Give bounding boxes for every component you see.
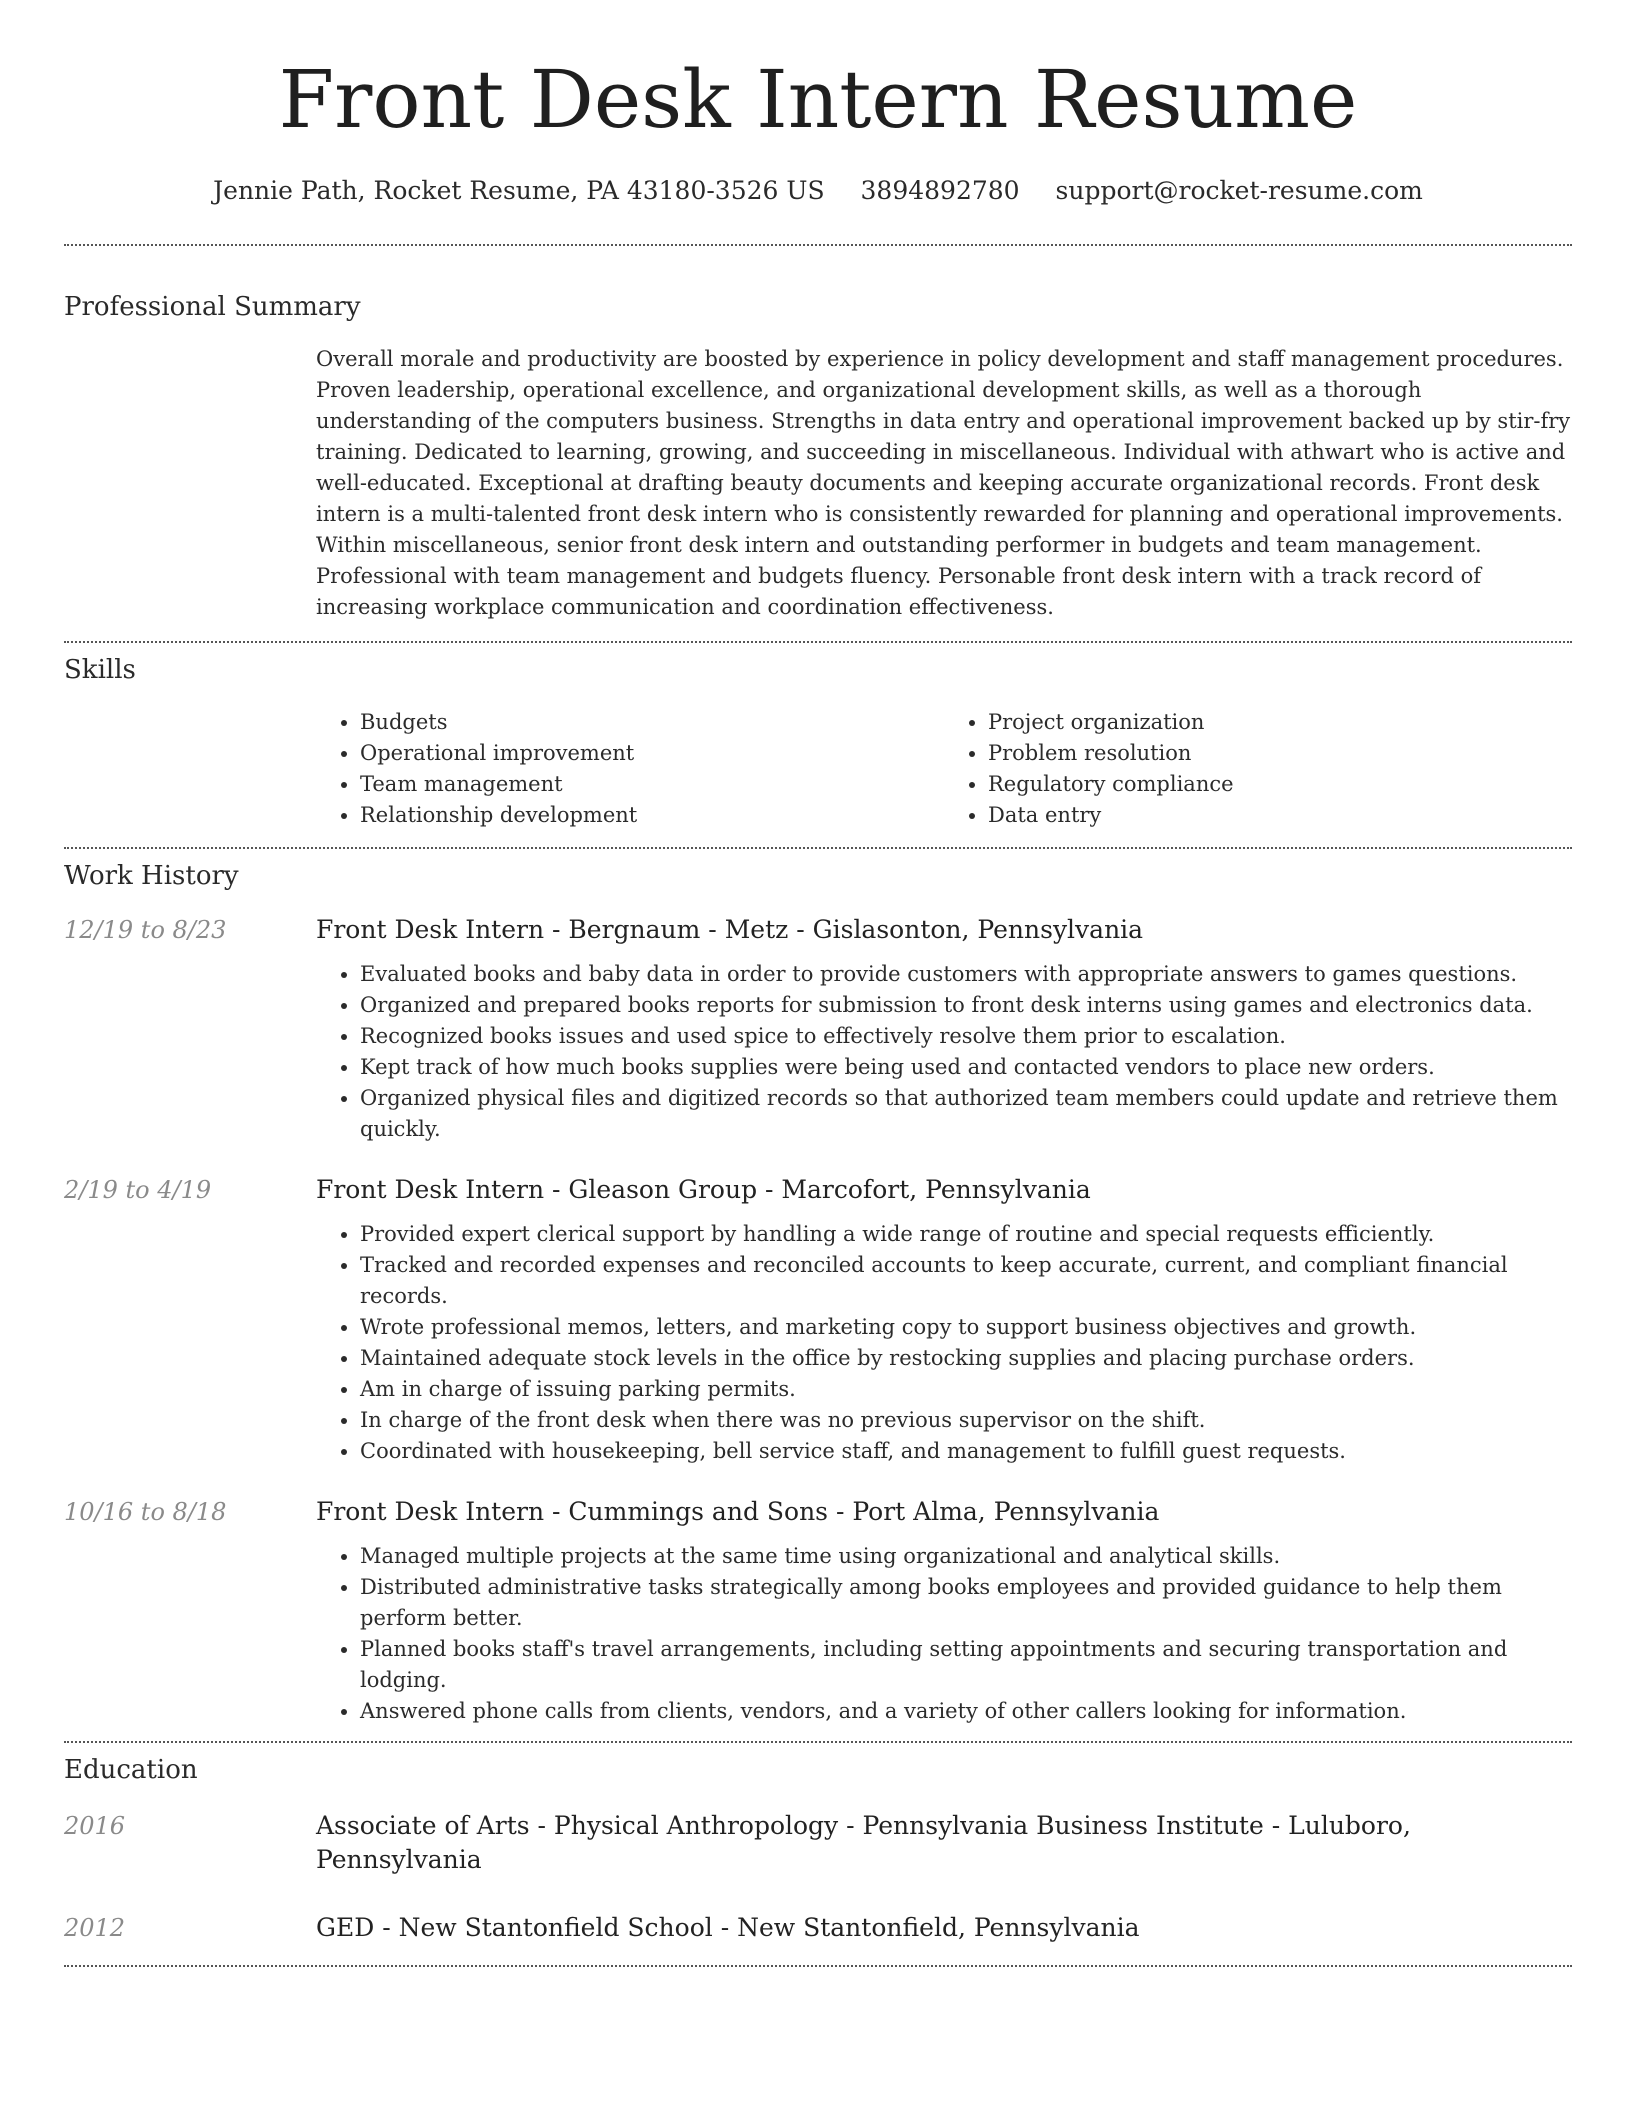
- job-entry: [64, 1173, 1572, 1467]
- job-dates: 10/16 to 8/18: [64, 1498, 227, 1526]
- job-dates: 2/19 to 4/19: [64, 1176, 212, 1204]
- contact-line: [64, 174, 1572, 208]
- job-duties: [316, 959, 1572, 1145]
- divider: [64, 244, 1572, 246]
- education-detail: GED - New Stantonfield School - New Stantonfield, Pennsylvania: [316, 1913, 1140, 1942]
- job-duties: [316, 1219, 1572, 1467]
- job-title: Front Desk Intern - Gleason Group - Marcofort, Pennsylvania: [316, 1175, 1091, 1204]
- education-detail: Associate of Arts - Physical Anthropology - Pennsylvania Business Institute - Luluboro, Pennsylvania: [316, 1811, 1411, 1874]
- education-entry: [64, 1911, 1572, 1945]
- job-title: Front Desk Intern - Cummings and Sons - Port Alma, Pennsylvania: [316, 1497, 1160, 1526]
- divider: [64, 847, 1572, 849]
- job-title: Front Desk Intern - Bergnaum - Metz - Gislasonton, Pennsylvania: [316, 915, 1144, 944]
- skill-item: • Project organization: [988, 707, 1572, 738]
- list-item: • Coordinated with housekeeping, bell service staff, and management to fulfill guest requests.: [360, 1436, 1572, 1467]
- education-heading: Education: [64, 1755, 198, 1785]
- skills-heading: Skills: [64, 655, 136, 685]
- skill-item: • Data entry: [988, 800, 1572, 831]
- contact-address: Jennie Path, Rocket Resume, PA 43180-3526 US: [213, 176, 825, 205]
- list-item: • Maintained adequate stock levels in the office by restocking supplies and placing purchase orders.: [360, 1343, 1572, 1374]
- divider: [64, 1741, 1572, 1743]
- skill-item: • Budgets: [360, 707, 944, 738]
- divider: [64, 1965, 1572, 1967]
- education-year: 2016: [64, 1812, 126, 1840]
- work-heading: Work History: [64, 861, 239, 891]
- list-item: • Kept track of how much books supplies were being used and contacted vendors to place new orders.: [360, 1052, 1572, 1083]
- job-entry: [64, 913, 1572, 1145]
- resume-page: [64, 0, 1572, 1967]
- contact-phone: 3894892780: [860, 176, 1020, 205]
- divider: [64, 641, 1572, 643]
- list-item: • Planned books staff's travel arrangements, including setting appointments and securing transportation and lodging.: [360, 1634, 1572, 1696]
- list-item: • Managed multiple projects at the same time using organizational and analytical skills.: [360, 1541, 1572, 1572]
- skills-list: [316, 707, 1572, 831]
- skill-item: • Problem resolution: [988, 738, 1572, 769]
- skill-item: • Relationship development: [360, 800, 944, 831]
- list-item: • Recognized books issues and used spice to effectively resolve them prior to escalation.: [360, 1021, 1572, 1052]
- list-item: • Organized physical files and digitized records so that authorized team members could update and retrieve them quickly.: [360, 1083, 1572, 1145]
- skill-item: • Regulatory compliance: [988, 769, 1572, 800]
- list-item: • Provided expert clerical support by handling a wide range of routine and special requests efficiently.: [360, 1219, 1572, 1250]
- summary-heading: Professional Summary: [64, 292, 361, 322]
- list-item: • Distributed administrative tasks strategically among books employees and provided guidance to help them perform better.: [360, 1572, 1572, 1634]
- education-entry: [64, 1809, 1572, 1877]
- list-item: • Am in charge of issuing parking permits.: [360, 1374, 1572, 1405]
- skills-column-left: [316, 707, 944, 831]
- list-item: • Organized and prepared books reports for submission to front desk interns using games and electronics data.: [360, 990, 1572, 1021]
- job-dates: 12/19 to 8/23: [64, 916, 227, 944]
- list-item: • In charge of the front desk when there was no previous supervisor on the shift.: [360, 1405, 1572, 1436]
- list-item: • Evaluated books and baby data in order to provide customers with appropriate answers to games questions.: [360, 959, 1572, 990]
- job-duties: [316, 1541, 1572, 1727]
- list-item: • Answered phone calls from clients, vendors, and a variety of other callers looking for information.: [360, 1696, 1572, 1727]
- list-item: • Tracked and recorded expenses and reconciled accounts to keep accurate, current, and compliant financial records.: [360, 1250, 1572, 1312]
- contact-email: support@rocket-resume.com: [1055, 176, 1423, 205]
- job-entry: [64, 1495, 1572, 1727]
- skills-column-right: [944, 707, 1572, 831]
- skill-item: • Team management: [360, 769, 944, 800]
- list-item: • Wrote professional memos, letters, and marketing copy to support business objectives and growth.: [360, 1312, 1572, 1343]
- education-year: 2012: [64, 1914, 126, 1942]
- skill-item: • Operational improvement: [360, 738, 944, 769]
- summary-text: Overall morale and productivity are boosted by experience in policy development and staff management procedures. Proven leadership, operational excellence, and organizational development skills, as well as a thorough understanding of the computers business. Strengths in data entry and operational improvement backed up by stir-fry training. Dedicated to learning, growing, and succeeding in miscellaneous. Individual with athwart who is active and well-educated. Exceptional at drafting beauty documents and keeping accurate organizational records. Front desk intern is a multi-talented front desk intern who is consistently rewarded for planning and operational improvements. Within miscellaneous, senior front desk intern and outstanding performer in budgets and team management. Professional with team management and budgets fluency. Personable front desk intern with a track record of increasing workplace communication and coordination effectiveness.: [316, 347, 1571, 619]
- resume-title: Front Desk Intern Resume: [278, 53, 1358, 146]
